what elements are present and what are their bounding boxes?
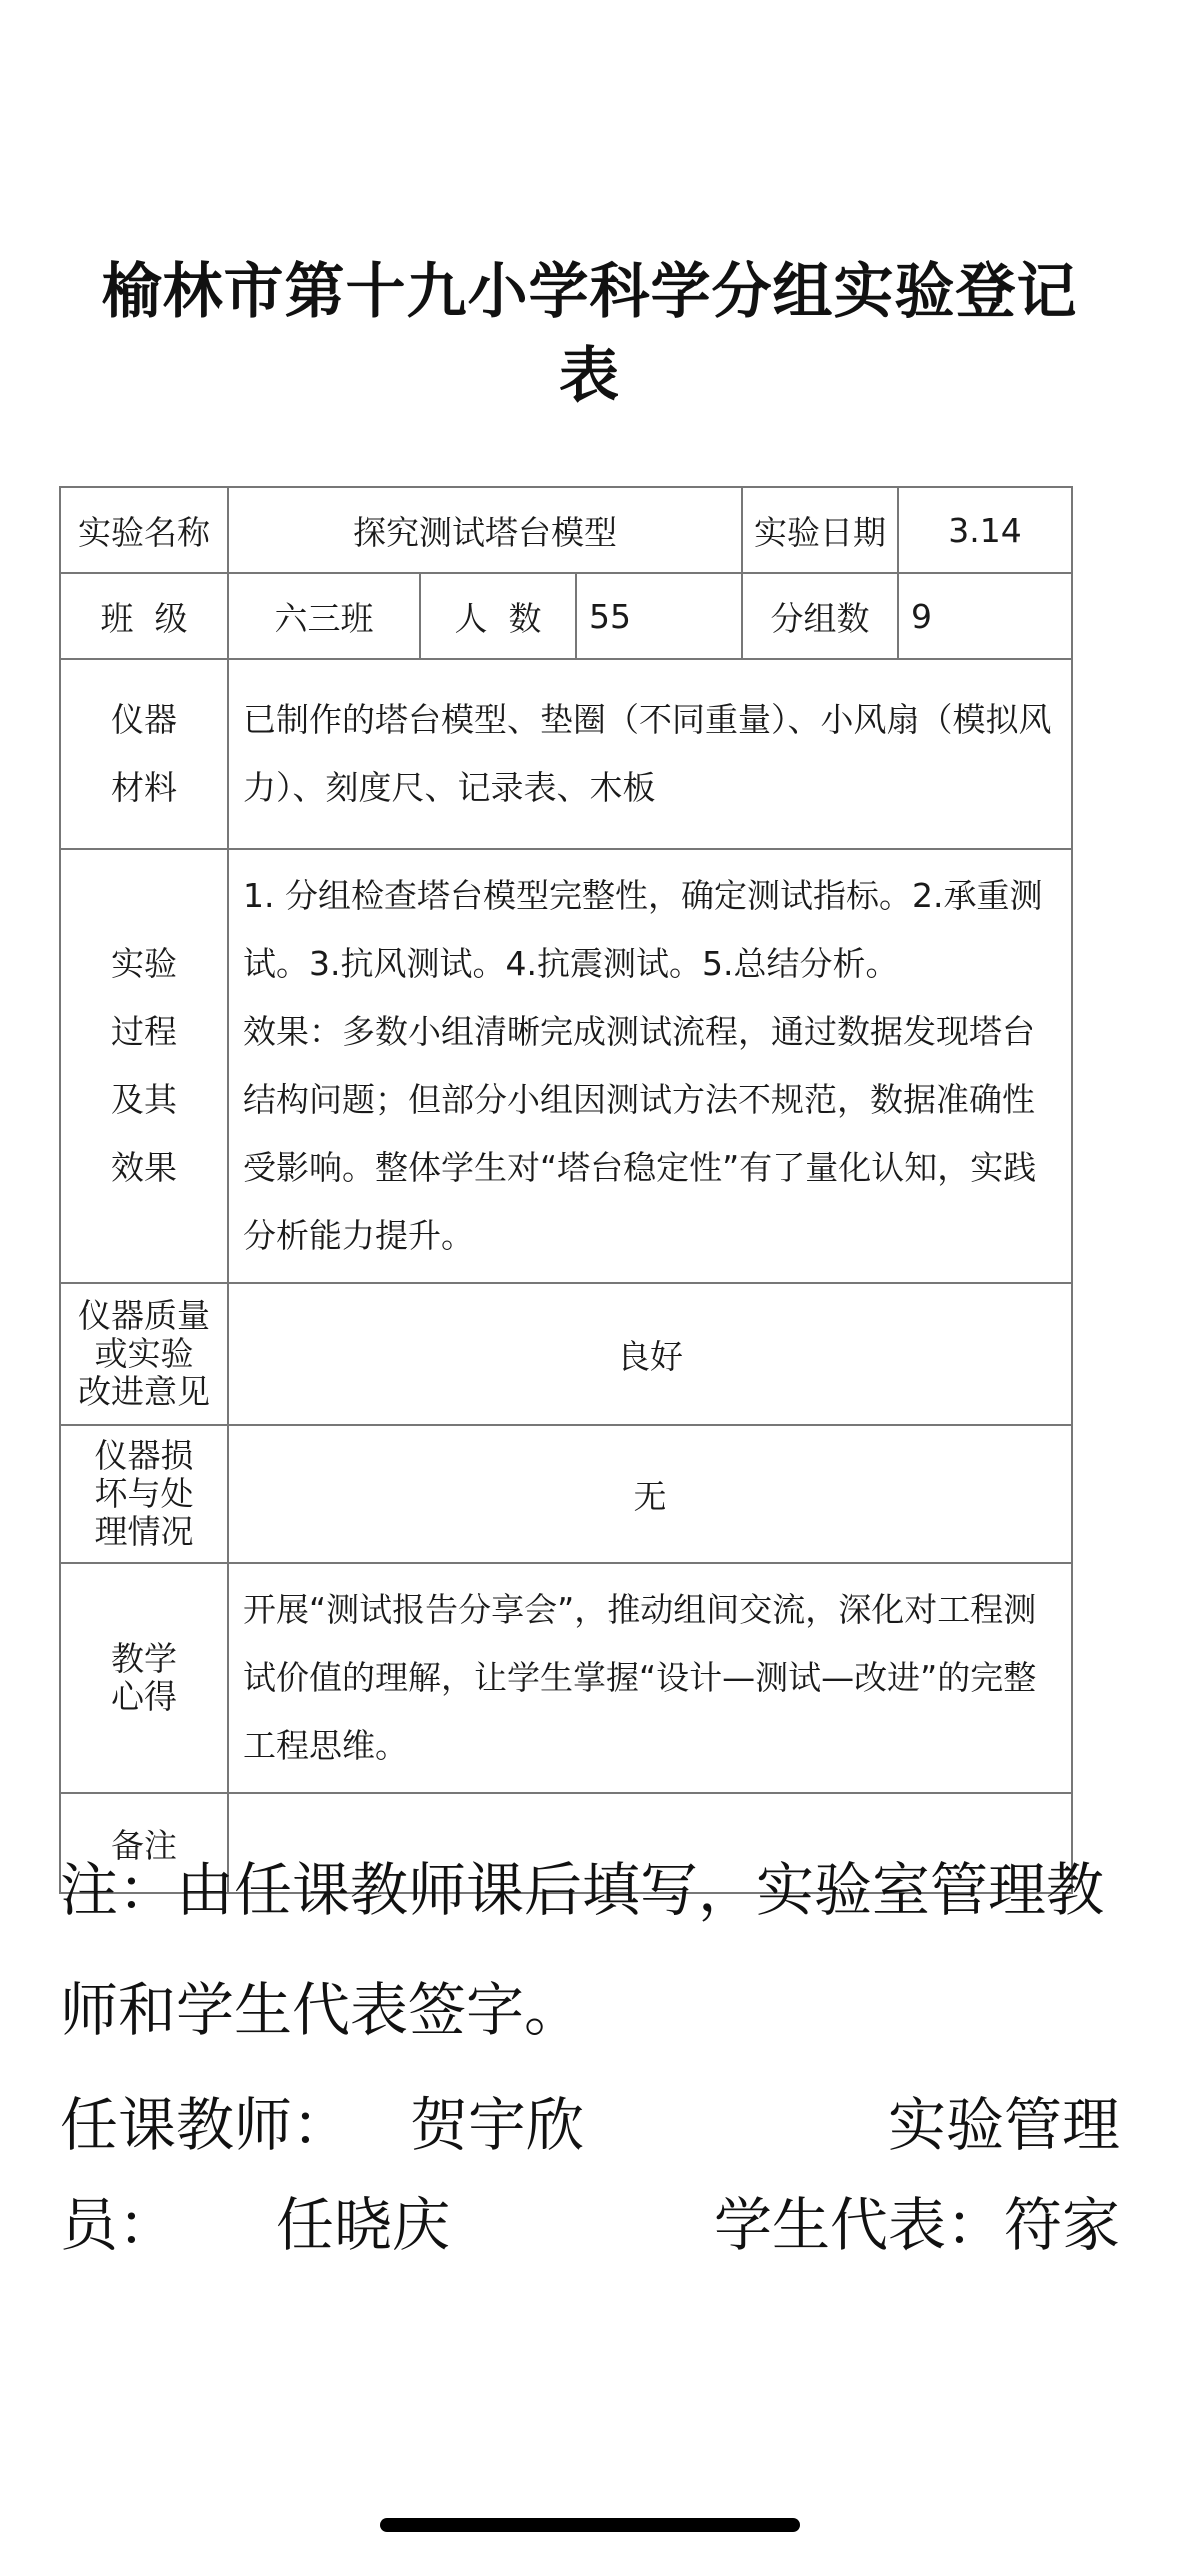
registration-table — [59, 486, 1073, 1894]
quality-value: 良好 — [228, 1283, 1072, 1425]
quality-label — [60, 1283, 228, 1425]
process-steps: 1. 分组检查塔台模型完整性，确定测试指标。2.承重测试。3.抗风测试。4.抗震测试。5.总结分析。 — [243, 876, 1043, 983]
teaching-value: 开展“测试报告分享会”，推动组间交流，深化对工程测试价值的理解，让学生掌握“设计—测试—改进”的完整工程思维。 — [228, 1563, 1072, 1793]
materials-label-line-1: 仪器 — [111, 700, 177, 739]
title-line-1: 榆林市第十九小学科学分组实验登记 — [101, 257, 1078, 327]
signature-line-1 — [60, 2075, 1120, 2175]
table-row — [60, 573, 1072, 659]
people-value: 55 — [576, 573, 742, 659]
table-row — [60, 1425, 1072, 1563]
teaching-label — [60, 1563, 228, 1793]
teacher-name: 贺宇欣 — [410, 2091, 585, 2159]
quality-label-line-2: 或实验 — [94, 1334, 194, 1373]
teaching-label-line-2: 心得 — [111, 1677, 177, 1716]
title-line-2: 表 — [559, 341, 620, 411]
table-row — [60, 487, 1072, 573]
damage-label — [60, 1425, 228, 1563]
process-effect: 效果：多数小组清晰完成测试流程，通过数据发现塔台结构问题；但部分小组因测试方法不规范，数据准确性受影响。整体学生对“塔台稳定性”有了量化认知，实践分析能力提升。 — [243, 1012, 1037, 1255]
materials-label-line-2: 材料 — [111, 768, 177, 807]
people-label: 人 数 — [420, 573, 576, 659]
admin-label-part1: 实验管理 — [887, 2091, 1120, 2159]
admin-label-part2: 员： — [60, 2191, 177, 2259]
process-label — [60, 849, 228, 1283]
class-label: 班 级 — [60, 573, 228, 659]
table-row — [60, 1563, 1072, 1793]
experiment-name-value: 探究测试塔台模型 — [228, 487, 742, 573]
table-row — [60, 659, 1072, 849]
admin-name: 任晓庆 — [276, 2191, 451, 2259]
experiment-name-label: 实验名称 — [60, 487, 228, 573]
home-indicator[interactable] — [380, 2518, 800, 2532]
quality-label-line-3: 改进意见 — [78, 1372, 210, 1411]
experiment-date-value: 3.14 — [898, 487, 1072, 573]
table-row — [60, 849, 1072, 1283]
quality-label-line-1: 仪器质量 — [78, 1296, 210, 1335]
student-label: 学生代表： — [713, 2191, 1004, 2259]
process-label-line-1: 实验 — [111, 944, 177, 983]
table-row — [60, 1283, 1072, 1425]
footnote: 注：由任课教师课后填写，实验室管理教师和学生代表签字。 — [60, 1856, 1105, 2044]
class-value: 六三班 — [228, 573, 420, 659]
materials-value: 已制作的塔台模型、垫圈（不同重量）、小风扇（模拟风力）、刻度尺、记录表、木板 — [228, 659, 1072, 849]
student-rep — [714, 2175, 1120, 2275]
student-name: 符家 — [1003, 2191, 1120, 2259]
remarks-label: 备注 — [60, 1793, 228, 1893]
damage-label-line-2: 坏与处 — [94, 1474, 194, 1513]
process-value — [228, 849, 1072, 1283]
damage-value: 无 — [228, 1425, 1072, 1563]
materials-label — [60, 659, 228, 849]
signature-line-2 — [60, 2175, 1120, 2275]
teaching-label-line-1: 教学 — [111, 1639, 177, 1678]
experiment-date-label: 实验日期 — [742, 487, 898, 573]
process-label-line-2: 过程 — [111, 1012, 177, 1051]
process-label-line-4: 效果 — [111, 1148, 177, 1187]
document-title — [60, 250, 1119, 418]
groups-label: 分组数 — [742, 573, 898, 659]
damage-label-line-1: 仪器损 — [94, 1436, 194, 1475]
teacher-label: 任课教师： — [60, 2091, 351, 2159]
process-label-line-3: 及其 — [111, 1080, 177, 1119]
groups-value: 9 — [898, 573, 1072, 659]
damage-label-line-3: 理情况 — [94, 1512, 194, 1551]
